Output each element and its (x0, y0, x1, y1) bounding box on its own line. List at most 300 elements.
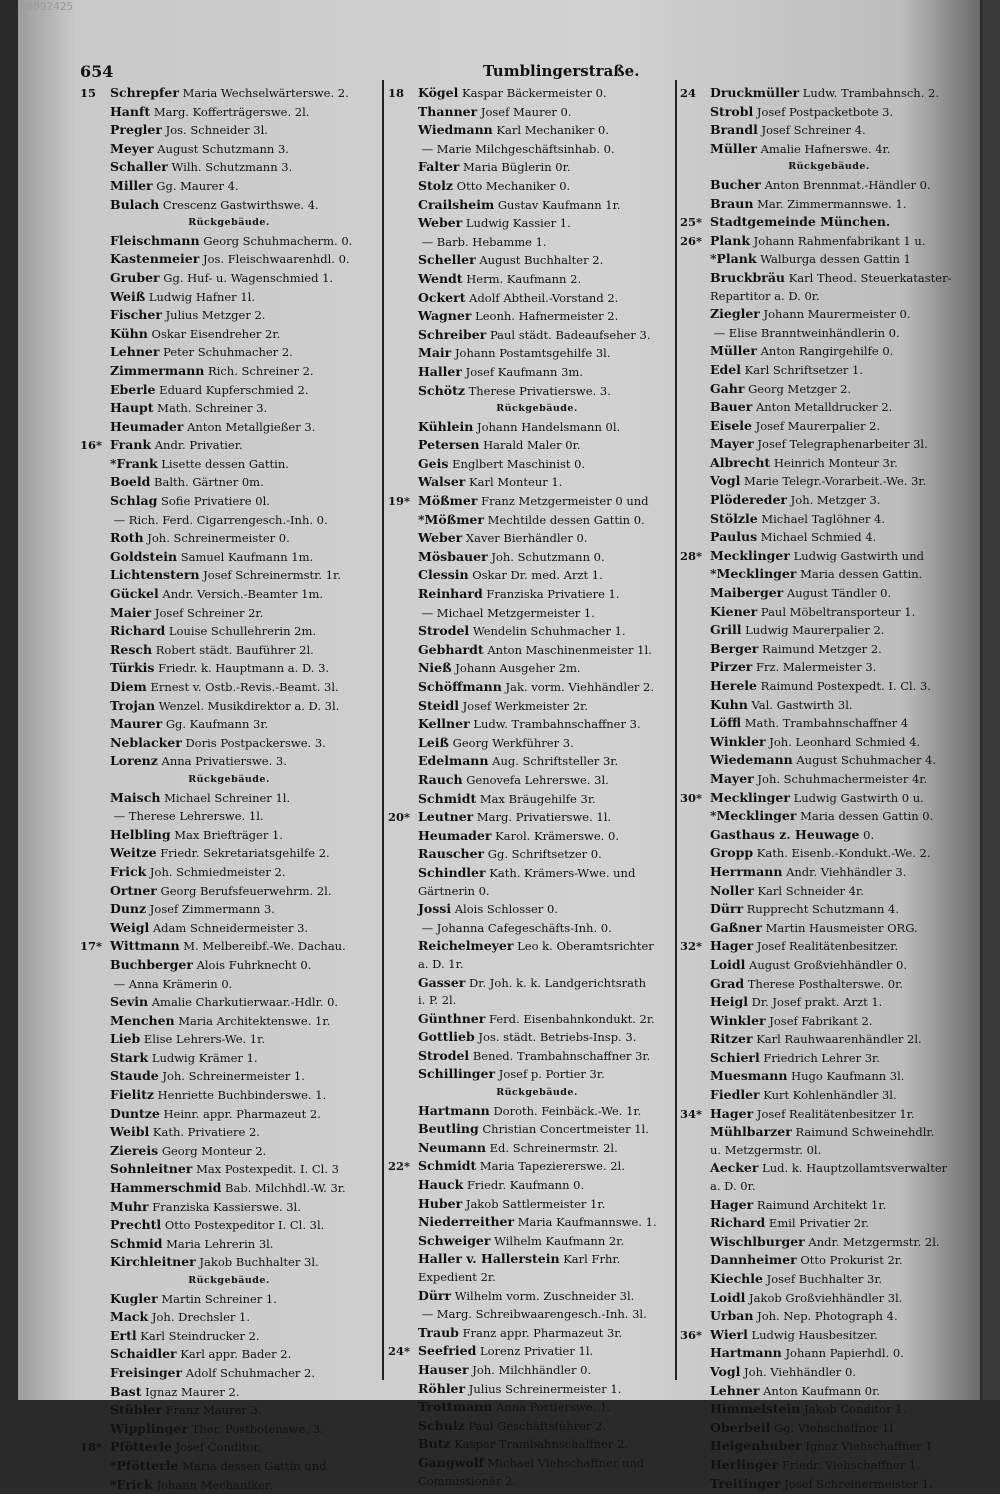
resident-details: Ludwig Hafner 1l. (148, 289, 255, 304)
resident-details: Johann Ausgeher 2m. (455, 661, 581, 676)
resident-details: Heinr. appr. Pharmazeut 2. (163, 1106, 321, 1121)
house-number: 22* (388, 1159, 411, 1174)
directory-entry (388, 678, 686, 697)
resident-details: Amalie Hafnerswe. 4r. (760, 141, 891, 156)
resident-name: Stolz (418, 177, 453, 193)
resident-name: Hartmann (418, 1102, 490, 1118)
directory-entry (80, 734, 378, 753)
resident-name: Goldstein (110, 548, 178, 564)
entry-continuation: u. Metzgermstr. 0l. (710, 1142, 822, 1157)
resident-name: Günthner (418, 1010, 486, 1026)
resident-details: Georg Werkführer 3. (452, 735, 574, 750)
resident-details: Josef Realitätenbesitzer 1r. (756, 1106, 915, 1121)
directory-entry (680, 863, 978, 882)
resident-details: Ignaz Maurer 2. (145, 1384, 240, 1399)
directory-entry (680, 342, 978, 361)
resident-name: Wagner (418, 308, 472, 324)
resident-details: Maria Kaufmannswe. 1. (517, 1215, 657, 1230)
directory-entry (680, 677, 978, 696)
scan-id: 00092425 (20, 0, 73, 13)
resident-name: Thanner (418, 103, 478, 119)
resident-name: Resch (110, 641, 153, 657)
section-heading: Rückgebäude. (496, 1087, 578, 1099)
resident-details: Joh. Schreinermeister 1. (162, 1069, 305, 1084)
directory-entry (388, 140, 686, 159)
directory-entry (388, 473, 686, 492)
directory-entry (680, 269, 978, 288)
resident-details: Anna Privatierswe. 3. (161, 754, 287, 769)
resident-name: Müller (710, 343, 757, 359)
directory-entry (80, 140, 378, 159)
directory-entry (680, 195, 978, 214)
resident-name: Neumann (418, 1139, 486, 1155)
directory-entry (680, 1105, 978, 1124)
resident-details: Joh. Leonhard Schmied 4. (769, 734, 921, 749)
directory-entry (388, 418, 686, 437)
resident-details: Martin Schreiner 1. (161, 1291, 277, 1306)
resident-name: Treitinger (710, 1475, 781, 1491)
resident-details: 0. (863, 827, 875, 842)
resident-details: Joh. Schreinermeister 0. (147, 531, 290, 546)
resident-details: Johann Postamtsgehilfe 3l. (454, 346, 611, 361)
directory-entry (80, 1142, 378, 1161)
directory-entry (388, 845, 686, 864)
directory-entry (680, 361, 978, 380)
resident-details: — Elise Branntweinhändlerin 0. (713, 325, 900, 340)
section-heading: Rückgebäude. (788, 161, 870, 173)
directory-entry (680, 714, 978, 733)
directory-entry (388, 1250, 686, 1269)
resident-name: Bauer (710, 399, 753, 415)
resident-details: Englbert Maschinist 0. (452, 456, 586, 471)
directory-entry (388, 900, 686, 919)
directory-entry (80, 399, 378, 418)
resident-details: Herm. Kaufmann 2. (466, 271, 582, 286)
resident-name: Lieb (110, 1031, 141, 1047)
resident-details: Johann Rahmenfabrikant 1 u. (753, 233, 926, 248)
directory-entry (680, 121, 978, 140)
resident-details: Johann Maurermeister 0. (763, 307, 911, 322)
directory-entry (388, 289, 686, 308)
resident-name: Schillinger (418, 1066, 496, 1082)
resident-details: August Schuhmacher 4. (796, 753, 937, 768)
house-number: 28* (680, 548, 703, 563)
resident-details: Karol. Krämerswe. 0. (495, 828, 619, 843)
resident-name: Plank (710, 232, 750, 248)
resident-name: Menchen (110, 1012, 175, 1028)
directory-entry (680, 84, 978, 103)
directory-entry (680, 472, 978, 491)
resident-details: Josef p. Portier 3r. (498, 1067, 605, 1082)
resident-name: Fischer (110, 307, 162, 323)
resident-name: Winkler (710, 1012, 766, 1028)
resident-details: Maria Tapeziererswe. 2l. (479, 1159, 625, 1174)
resident-details: Jakob Sattlermeister 1r. (465, 1196, 606, 1211)
house-number: 36* (680, 1327, 703, 1342)
house-number: 32* (680, 939, 703, 954)
directory-entry (80, 1457, 378, 1476)
directory-entry (388, 1380, 686, 1399)
resident-details: Dr. Joh. k. k. Landgerichtsrath (469, 975, 646, 990)
resident-details: Franziska Privatiere 1. (486, 587, 620, 602)
resident-details: Gg. Kaufmann 3r. (165, 717, 269, 732)
directory-entry (80, 1364, 378, 1383)
resident-name: Haller v. Hallerstein (418, 1251, 560, 1267)
resident-details: Louise Schullehrerin 2m. (168, 624, 317, 639)
directory-entry (680, 1123, 978, 1142)
resident-name: Maurer (110, 716, 163, 732)
directory-entry (388, 1028, 686, 1047)
directory-entry (388, 511, 686, 530)
resident-name: Scheller (418, 252, 476, 268)
directory-entry (80, 919, 378, 938)
resident-details: Henriette Buchbinderswe. 1. (157, 1088, 327, 1103)
resident-details: Wenzel. Musikdirektor a. D. 3l. (158, 698, 340, 713)
resident-name: Gottlieb (418, 1029, 475, 1045)
resident-details: Josef Werkmeister 2r. (462, 698, 589, 713)
resident-details: Therese Privatierswe. 3. (468, 383, 611, 398)
resident-name: Loidl (710, 1289, 746, 1305)
directory-entry (388, 1065, 686, 1084)
directory-entry (80, 659, 378, 678)
resident-name: Sevin (110, 994, 149, 1010)
directory-entry (80, 585, 378, 604)
resident-name: Richard (110, 623, 166, 639)
resident-details: August Tändler 0. (786, 586, 892, 601)
resident-details: Genovefa Lehrerswe. 3l. (466, 772, 609, 787)
resident-details: Julius Schreinermeister 1. (468, 1381, 622, 1396)
directory-entry (680, 1233, 978, 1252)
resident-details: Gg. Huf- u. Wagenschmied 1. (163, 270, 334, 285)
resident-details: Josef Schreinermstr. 1r. (203, 568, 341, 583)
house-number: 18* (80, 1440, 103, 1455)
resident-details: Rupprecht Schutzmann 4. (746, 902, 899, 917)
directory-entry (680, 565, 978, 584)
resident-name: Schlag (110, 493, 158, 509)
resident-name: Herlinger (710, 1456, 779, 1472)
resident-name: Ockert (418, 289, 466, 305)
resident-details: Ludw. Trambahnsch. 2. (802, 86, 939, 100)
resident-name: Gropp (710, 845, 754, 861)
resident-details: Lorenz Privatier 1l. (480, 1344, 594, 1359)
resident-details: Raimund Architekt 1r. (756, 1197, 887, 1212)
resident-details: Josef Telegraphenarbeiter 3l. (757, 437, 928, 452)
resident-details: Crescenz Gastwirthswe. 4. (162, 197, 319, 212)
directory-entry (388, 436, 686, 455)
resident-details: Franz Metzgermeister 0 und (481, 494, 649, 509)
directory-entry (80, 1160, 378, 1179)
directory-entry (80, 1383, 378, 1402)
resident-name: Muesmann (710, 1068, 788, 1084)
directory-entry (80, 103, 378, 122)
resident-details: Gg. Viehschaffner 1l (774, 1420, 894, 1435)
resident-name: Hager (710, 1196, 754, 1212)
house-number: 19* (388, 494, 411, 509)
resident-details: Ferd. Eisenbahnkondukt. 2r. (489, 1011, 655, 1026)
directory-entry (80, 492, 378, 511)
resident-details: Michael Viehschaffner und (487, 1455, 645, 1470)
resident-name: Mayer (710, 770, 754, 786)
resident-name: Paulus (710, 529, 758, 545)
resident-name: Frank (110, 437, 152, 453)
resident-details: Ther. Postbotenswe. 3. (191, 1421, 324, 1436)
directory-entry (680, 1326, 978, 1345)
resident-name: Reinhard (418, 586, 483, 602)
resident-name: Helbling (110, 826, 171, 842)
resident-name: *Frick (110, 1476, 153, 1492)
resident-name: Maisch (110, 789, 161, 805)
binding-shadow (982, 0, 1000, 1400)
resident-name: Kuhn (710, 696, 748, 712)
directory-entry (388, 233, 686, 252)
directory-entry (388, 529, 686, 548)
directory-entry (388, 622, 686, 641)
resident-details: Lud. k. Hauptzollamtsverwalter (762, 1161, 948, 1176)
resident-name: Heumader (110, 418, 184, 434)
resident-details: Andr. Metzgermstr. 2l. (808, 1234, 940, 1249)
directory-entry (80, 343, 378, 362)
directory-entry (80, 362, 378, 381)
resident-name: Staude (110, 1068, 159, 1084)
resident-details: Karl Monteur 1. (469, 475, 563, 490)
resident-name: Mösbauer (418, 548, 488, 564)
resident-details: — Marie Milchgeschäftsinhab. 0. (421, 141, 615, 156)
directory-entry (80, 455, 378, 474)
resident-details: Maria Wechselwärterswe. 2. (182, 86, 349, 100)
directory-entry (388, 1435, 686, 1454)
directory-entry (388, 641, 686, 660)
resident-name: Maier (110, 604, 152, 620)
resident-name: Weibl (110, 1124, 150, 1140)
resident-details: Josef Maurerpalier 2. (755, 418, 881, 433)
directory-entry (80, 1198, 378, 1217)
directory-entry (388, 196, 686, 215)
directory-entry (680, 232, 978, 251)
resident-name: Mecklinger (710, 547, 790, 563)
resident-details: Otto Postexpeditor I. Cl. 3l. (164, 1218, 325, 1233)
resident-details: Josef Zimmermann 3. (149, 902, 275, 917)
resident-name: Pfötterle (110, 1439, 172, 1455)
directory-entry (80, 844, 378, 863)
directory-entry (388, 864, 686, 883)
resident-name: Kiener (710, 603, 758, 619)
directory-entry (80, 1012, 378, 1031)
resident-details: Peter Schuhmacher 2. (163, 345, 293, 360)
resident-details: Joh. Viehhändler 0. (744, 1364, 856, 1379)
resident-details: Andr. Versich.-Beamter 1m. (162, 587, 324, 602)
directory-entry (80, 121, 378, 140)
directory-entry (80, 1086, 378, 1105)
resident-details: Johann Papierhdl. 0. (785, 1346, 904, 1361)
resident-details: Georg Metzger 2. (748, 381, 852, 396)
resident-name: Wittmann (110, 938, 180, 954)
resident-name: Mühlbarzer (710, 1124, 792, 1140)
resident-details: Josef Buchhalter 3r. (766, 1272, 883, 1286)
resident-name: Müller (710, 140, 757, 156)
resident-name: Nieß (418, 660, 452, 676)
resident-name: Mair (418, 345, 452, 361)
resident-details: Ludw. Trambahnschaffner 3. (473, 717, 641, 732)
resident-details: Frz. Malermeister 3. (756, 660, 877, 675)
resident-name: Schulz (418, 1417, 465, 1433)
directory-entry (680, 1049, 978, 1068)
resident-name: Steidl (418, 697, 459, 713)
resident-name: Weiß (110, 288, 146, 304)
resident-name: Röhler (418, 1380, 466, 1396)
resident-details: Georg Berufsfeuerwehrm. 2l. (160, 883, 332, 898)
resident-name: Schmid (110, 1235, 163, 1251)
resident-name: Bast (110, 1383, 142, 1399)
resident-name: Stark (110, 1049, 149, 1065)
resident-details: Alois Schlosser 0. (454, 902, 558, 917)
directory-entry (680, 103, 978, 122)
resident-details: Math. Trambahnschaffner 4 (744, 716, 909, 731)
resident-name: Seefried (418, 1343, 477, 1359)
resident-name: Sohnleitner (110, 1161, 193, 1177)
resident-details: — Therese Lehrerswe. 1l. (113, 809, 264, 824)
resident-details: Paul Geschäftsführer 2. (468, 1418, 607, 1433)
resident-name: Ziegler (710, 306, 760, 322)
resident-details: Julius Metzger 2. (165, 308, 266, 323)
resident-details: Karl Rauhwaarenhändler 2l. (756, 1032, 922, 1047)
directory-entry (388, 566, 686, 585)
directory-entry (388, 548, 686, 567)
resident-name: Strobl (710, 103, 754, 119)
directory-entry (680, 491, 978, 510)
resident-name: Ziereis (110, 1142, 159, 1158)
resident-details: — Rich. Ferd. Cigarrengesch.-Inh. 0. (113, 512, 328, 527)
directory-entry (80, 1179, 378, 1198)
house-number: 24 (680, 86, 697, 100)
house-number: 18 (388, 86, 405, 100)
directory-entry (80, 288, 378, 307)
directory-entry (680, 751, 978, 770)
section-heading: Rückgebäude. (496, 403, 578, 415)
resident-name: Bulach (110, 196, 160, 212)
resident-name: Trottmann (418, 1399, 493, 1415)
resident-name: Rauscher (418, 846, 485, 862)
directory-entry (80, 622, 378, 641)
directory-entry (388, 1287, 686, 1306)
resident-details: Jakob Großviehhändler 3l. (749, 1290, 903, 1305)
resident-name: Eberle (110, 381, 156, 397)
resident-name: Brandl (710, 122, 758, 138)
resident-name: Mecklinger (710, 789, 790, 805)
directory-entry (388, 790, 686, 809)
resident-details: Gg. Schriftsetzer 0. (487, 847, 602, 862)
resident-details: August Buchhalter 2. (479, 253, 604, 268)
directory-entry (680, 919, 978, 938)
resident-details: Martin Hausmeister ORG. (765, 920, 918, 935)
resident-details: Marie Telegr.-Vorarbeit.-We. 3r. (744, 474, 927, 489)
resident-name: Edelmann (418, 753, 489, 769)
resident-name: Gückel (110, 586, 159, 602)
directory-entry (80, 697, 378, 716)
directory-entry (388, 604, 686, 623)
resident-details: Hugo Kaufmann 3l. (791, 1069, 905, 1084)
directory-entry (388, 455, 686, 474)
resident-details: Raimund Metzger 2. (762, 641, 882, 656)
resident-details: Michael Schmied 4. (760, 530, 877, 545)
resident-name: Schmidt (418, 1158, 477, 1174)
directory-entry (80, 1067, 378, 1086)
resident-name: Duntze (110, 1105, 160, 1121)
resident-details: Anton Kaufmann 0r. (763, 1383, 880, 1398)
directory-entry (680, 733, 978, 752)
resident-name: Schindler (418, 864, 486, 880)
resident-name: Wiedmann (418, 122, 493, 138)
resident-details: Anton Rangirgehilfe 0. (760, 344, 894, 359)
resident-details: August Großviehhändler 0. (749, 957, 908, 972)
resident-details: Samuel Kaufmann 1m. (180, 549, 314, 564)
directory-entry (388, 1213, 686, 1232)
resident-details: Christian Concertmeister 1l. (482, 1122, 649, 1137)
directory-entry (80, 196, 378, 215)
resident-name: Ertl (110, 1327, 137, 1343)
resident-name: Boeld (110, 474, 151, 490)
resident-name: Muhr (110, 1198, 149, 1214)
resident-name: Kögel (418, 85, 459, 100)
directory-entry (680, 305, 978, 324)
directory-entry (680, 1344, 978, 1363)
directory-entry (388, 1417, 686, 1436)
directory-entry (388, 771, 686, 790)
resident-details: Gustav Kaufmann 1r. (497, 197, 621, 212)
directory-entry (680, 696, 978, 715)
directory-entry (680, 1067, 978, 1086)
resident-details: Kath. Privatiere 2. (152, 1125, 260, 1140)
resident-name: Neblacker (110, 734, 182, 750)
resident-name: Prechtl (110, 1217, 162, 1233)
resident-name: Dunz (110, 901, 147, 917)
resident-details: Joh. Drechsler 1. (151, 1310, 251, 1325)
directory-entry (80, 1235, 378, 1254)
resident-details: Michael Schreiner 1l. (164, 790, 291, 805)
resident-name: Traub (418, 1324, 459, 1340)
resident-details: Michael Taglöhner 4. (761, 511, 885, 526)
resident-details: Friedr. k. Hauptmann a. D. 3. (158, 661, 330, 676)
resident-name: Bucher (710, 176, 761, 192)
resident-name: Schötz (418, 382, 465, 398)
resident-name: Dürr (710, 901, 744, 917)
directory-entry (388, 1342, 686, 1361)
resident-name: Himmelstein (710, 1401, 801, 1417)
resident-details: Harald Maler 0r. (483, 438, 581, 453)
resident-name: Ritzer (710, 1031, 753, 1047)
resident-name: Haller (418, 363, 462, 379)
directory-entry (80, 641, 378, 660)
directory-entry (388, 1120, 686, 1139)
directory-entry (80, 1290, 378, 1309)
resident-details: Math. Schreiner 3. (157, 401, 268, 416)
resident-name: Wiedemann (710, 752, 793, 768)
directory-entry (388, 1398, 686, 1417)
resident-details: Wendelin Schuhmacher 1. (472, 624, 626, 639)
resident-details: Ludwig Hausbesitzer. (751, 1327, 878, 1342)
resident-details: Walburga dessen Gattin 1 (760, 252, 911, 267)
directory-entry (388, 937, 686, 956)
directory-entry (680, 417, 978, 436)
resident-details: Leo k. Oberamtsrichter (517, 939, 654, 954)
directory-entry (388, 251, 686, 270)
resident-details: Friedr. Kaufmann 0. (466, 1178, 585, 1193)
resident-name: Hartmann (710, 1345, 782, 1361)
resident-name: *Mecklinger (710, 566, 797, 582)
resident-name: Albrecht (710, 454, 771, 470)
directory-entry (680, 1196, 978, 1215)
resident-details: Kath. Krämers-Wwe. und (489, 865, 636, 880)
resident-details: Johann Handelsmann 0l. (476, 419, 621, 434)
